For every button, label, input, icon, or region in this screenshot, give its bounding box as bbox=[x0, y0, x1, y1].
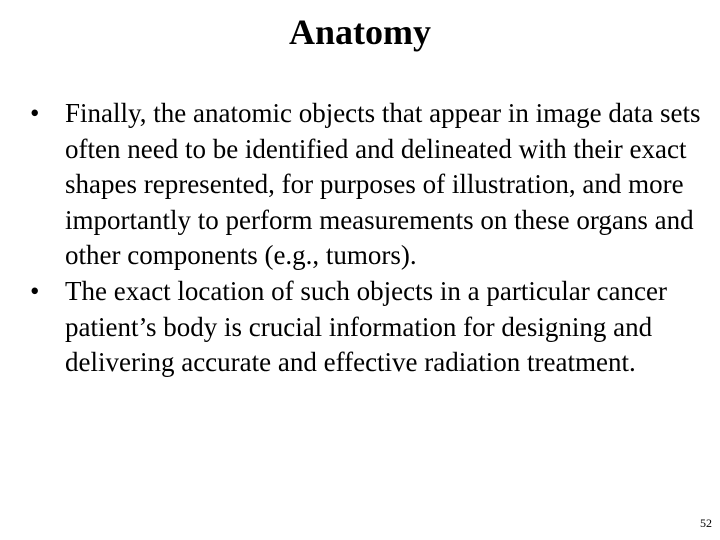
bullet-list bbox=[30, 96, 710, 381]
bullet-text: Finally, the anatomic objects that appear in image data sets often need to be identified and delineated with their exact shapes represented, for purposes of illustration, and more importantly to perform measurements on these organs and other components (e.g., tumors). bbox=[65, 98, 701, 270]
page-number: 52 bbox=[700, 516, 712, 530]
bullet-item bbox=[30, 274, 710, 381]
slide-title: Anatomy bbox=[289, 12, 431, 52]
bullet-marker: • bbox=[30, 98, 40, 128]
bullet-text: The exact location of such objects in a particular cancer patient’s body is crucial information for designing and delivering accurate and effective radiation treatment. bbox=[65, 276, 667, 377]
bullet-marker: • bbox=[30, 276, 40, 306]
bullet-item bbox=[30, 96, 710, 274]
